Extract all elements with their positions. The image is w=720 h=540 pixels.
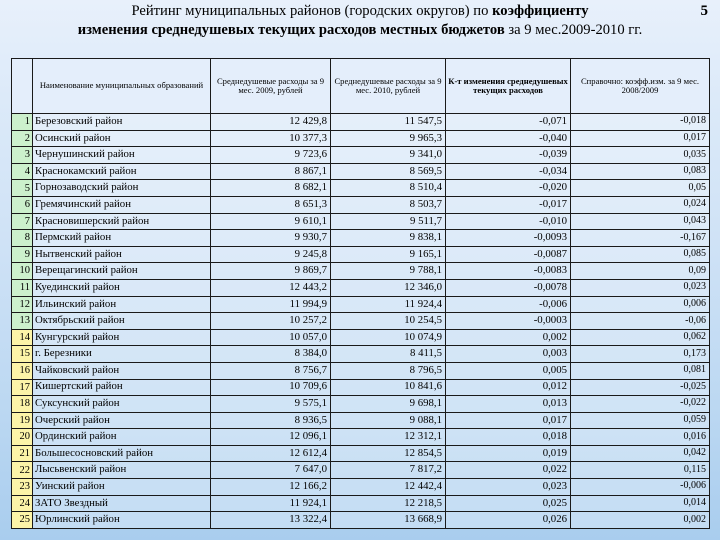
row-coefficient: 0,018 [446,429,571,446]
row-expenses-2010: 9 698,1 [331,396,446,413]
row-coefficient: -0,006 [446,296,571,313]
row-rank-number: 3 [12,147,33,164]
row-expenses-2009: 10 257,2 [211,313,331,330]
row-expenses-2010: 8 411,5 [331,346,446,363]
slide-title [0,2,720,40]
row-expenses-2010: 11 924,4 [331,296,446,313]
row-rank-number: 6 [12,196,33,213]
row-municipality-name: Чайковский район [33,362,211,379]
row-rank-number: 18 [12,396,33,413]
row-reference-coefficient: 0,081 [571,362,710,379]
table-row [12,445,710,462]
row-coefficient: 0,013 [446,396,571,413]
row-expenses-2009: 11 924,1 [211,495,331,512]
row-expenses-2010: 8 796,5 [331,362,446,379]
row-expenses-2010: 8 569,5 [331,163,446,180]
row-rank-number: 16 [12,362,33,379]
row-expenses-2010: 8 510,4 [331,180,446,197]
row-expenses-2009: 10 377,3 [211,130,331,147]
row-expenses-2009: 13 322,4 [211,512,331,529]
title-line-2-bold: изменения среднедушевых текущих расходов местных бюджетов [77,22,505,38]
row-coefficient: -0,0078 [446,279,571,296]
row-rank-number: 19 [12,412,33,429]
row-municipality-name: Юрлинский район [33,512,211,529]
row-expenses-2010: 9 965,3 [331,130,446,147]
row-coefficient: 0,019 [446,445,571,462]
row-municipality-name: Очерский район [33,412,211,429]
row-coefficient: -0,0003 [446,313,571,330]
column-header-expenses-2009: Среднедушевые расходы за 9 мес. 2009, рублей [211,59,331,114]
table-row [12,462,710,479]
row-expenses-2009: 10 709,6 [211,379,331,396]
row-municipality-name: Лысьвенский район [33,462,211,479]
row-expenses-2009: 9 575,1 [211,396,331,413]
title-line-1-normal: Рейтинг муниципальных районов (городских округов) по [131,3,493,19]
row-municipality-name: Горнозаводский район [33,180,211,197]
row-expenses-2010: 10 841,6 [331,379,446,396]
row-reference-coefficient: 0,115 [571,462,710,479]
table-row [12,429,710,446]
column-header-rank [12,59,33,114]
row-reference-coefficient: 0,023 [571,279,710,296]
table-row [12,147,710,164]
row-coefficient: -0,017 [446,196,571,213]
row-rank-number: 20 [12,429,33,446]
row-municipality-name: Березовский район [33,114,211,131]
row-rank-number: 21 [12,445,33,462]
row-rank-number: 22 [12,462,33,479]
row-municipality-name: Кишертский район [33,379,211,396]
title-line-1-bold: коэффициенту [492,3,589,19]
table-row [12,296,710,313]
row-expenses-2010: 13 668,9 [331,512,446,529]
row-rank-number: 24 [12,495,33,512]
row-reference-coefficient: 0,083 [571,163,710,180]
row-reference-coefficient: 0,062 [571,329,710,346]
row-expenses-2010: 9 838,1 [331,230,446,247]
row-reference-coefficient: 0,173 [571,346,710,363]
row-expenses-2009: 8 384,0 [211,346,331,363]
row-municipality-name: Чернушинский район [33,147,211,164]
row-reference-coefficient: 0,05 [571,180,710,197]
table-row [12,114,710,131]
row-expenses-2010: 7 817,2 [331,462,446,479]
row-municipality-name: г. Березники [33,346,211,363]
row-expenses-2009: 11 994,9 [211,296,331,313]
table-row [12,246,710,263]
row-rank-number: 14 [12,329,33,346]
row-coefficient: 0,023 [446,479,571,496]
row-municipality-name: ЗАТО Звездный [33,495,211,512]
row-coefficient: -0,010 [446,213,571,230]
row-coefficient: -0,040 [446,130,571,147]
row-reference-coefficient: 0,016 [571,429,710,446]
table-row [12,495,710,512]
row-municipality-name: Большесосновский район [33,445,211,462]
row-rank-number: 25 [12,512,33,529]
row-municipality-name: Верещагинский район [33,263,211,280]
row-coefficient: -0,034 [446,163,571,180]
table-row [12,479,710,496]
row-rank-number: 5 [12,180,33,197]
row-coefficient: 0,017 [446,412,571,429]
row-expenses-2009: 9 723,6 [211,147,331,164]
table-row [12,130,710,147]
row-municipality-name: Ильинский район [33,296,211,313]
row-reference-coefficient: 0,085 [571,246,710,263]
row-expenses-2010: 12 346,0 [331,279,446,296]
ranking-table [11,58,710,529]
row-expenses-2009: 9 245,8 [211,246,331,263]
table-body [12,114,710,529]
row-reference-coefficient: 0,09 [571,263,710,280]
row-rank-number: 17 [12,379,33,396]
row-municipality-name: Пермский район [33,230,211,247]
row-expenses-2009: 12 166,2 [211,479,331,496]
row-coefficient: 0,025 [446,495,571,512]
column-header-municipality: Наименование муниципальных образований [33,59,211,114]
row-expenses-2010: 9 511,7 [331,213,446,230]
row-expenses-2009: 10 057,0 [211,329,331,346]
row-municipality-name: Куединский район [33,279,211,296]
column-header-expenses-2010: Среднедушевые расходы за 9 мес. 2010, рублей [331,59,446,114]
table-row [12,362,710,379]
row-reference-coefficient: 0,002 [571,512,710,529]
row-expenses-2010: 12 442,4 [331,479,446,496]
row-expenses-2010: 9 788,1 [331,263,446,280]
row-expenses-2009: 8 651,3 [211,196,331,213]
row-reference-coefficient: -0,022 [571,396,710,413]
row-expenses-2010: 8 503,7 [331,196,446,213]
row-coefficient: 0,012 [446,379,571,396]
row-expenses-2009: 8 867,1 [211,163,331,180]
row-coefficient: 0,003 [446,346,571,363]
row-coefficient: 0,022 [446,462,571,479]
row-reference-coefficient: 0,014 [571,495,710,512]
row-reference-coefficient: -0,025 [571,379,710,396]
row-expenses-2009: 9 610,1 [211,213,331,230]
row-municipality-name: Красновишерский район [33,213,211,230]
row-expenses-2009: 8 682,1 [211,180,331,197]
row-rank-number: 9 [12,246,33,263]
row-coefficient: -0,039 [446,147,571,164]
row-coefficient: 0,026 [446,512,571,529]
row-municipality-name: Краснокамский район [33,163,211,180]
row-expenses-2010: 12 218,5 [331,495,446,512]
row-reference-coefficient: 0,024 [571,196,710,213]
table-row [12,396,710,413]
row-reference-coefficient: -0,006 [571,479,710,496]
column-header-reference: Справочно: коэфф.изм. за 9 мес. 2008/2009 [571,59,710,114]
row-expenses-2009: 8 936,5 [211,412,331,429]
row-coefficient: 0,005 [446,362,571,379]
table-row [12,279,710,296]
title-line-2 [0,21,720,40]
row-municipality-name: Ординский район [33,429,211,446]
row-municipality-name: Уинский район [33,479,211,496]
table-row [12,379,710,396]
row-municipality-name: Гремячинский район [33,196,211,213]
row-expenses-2009: 12 443,2 [211,279,331,296]
row-expenses-2010: 11 547,5 [331,114,446,131]
row-reference-coefficient: -0,06 [571,313,710,330]
row-municipality-name: Суксунский район [33,396,211,413]
row-municipality-name: Октябрьский район [33,313,211,330]
column-header-coefficient: К-т изменения среднедушевых текущих расходов [446,59,571,114]
row-reference-coefficient: 0,006 [571,296,710,313]
row-rank-number: 2 [12,130,33,147]
row-coefficient: -0,0083 [446,263,571,280]
row-rank-number: 10 [12,263,33,280]
table-row [12,412,710,429]
ranking-table-container [11,58,709,529]
row-rank-number: 4 [12,163,33,180]
row-reference-coefficient: -0,018 [571,114,710,131]
row-coefficient: -0,0093 [446,230,571,247]
title-line-2-normal: за 9 мес.2009-2010 гг. [504,22,643,38]
header-row [12,59,710,114]
table-head [12,59,710,114]
row-municipality-name: Осинский район [33,130,211,147]
row-expenses-2010: 12 854,5 [331,445,446,462]
row-expenses-2009: 9 930,7 [211,230,331,247]
row-expenses-2009: 8 756,7 [211,362,331,379]
page-number: 5 [700,3,708,19]
row-expenses-2010: 10 254,5 [331,313,446,330]
row-coefficient: -0,0087 [446,246,571,263]
row-reference-coefficient: 0,035 [571,147,710,164]
row-rank-number: 23 [12,479,33,496]
row-rank-number: 7 [12,213,33,230]
row-expenses-2010: 9 088,1 [331,412,446,429]
row-rank-number: 15 [12,346,33,363]
row-expenses-2009: 12 429,8 [211,114,331,131]
row-expenses-2009: 12 612,4 [211,445,331,462]
row-municipality-name: Нытвенский район [33,246,211,263]
row-coefficient: -0,071 [446,114,571,131]
row-rank-number: 13 [12,313,33,330]
row-expenses-2010: 10 074,9 [331,329,446,346]
row-reference-coefficient: 0,059 [571,412,710,429]
title-line-1 [0,2,720,21]
row-rank-number: 1 [12,114,33,131]
row-expenses-2009: 7 647,0 [211,462,331,479]
table-row [12,313,710,330]
row-expenses-2010: 9 341,0 [331,147,446,164]
row-municipality-name: Кунгурский район [33,329,211,346]
table-row [12,329,710,346]
row-coefficient: -0,020 [446,180,571,197]
table-row [12,213,710,230]
table-row [12,196,710,213]
row-coefficient: 0,002 [446,329,571,346]
table-row [12,180,710,197]
row-rank-number: 11 [12,279,33,296]
row-rank-number: 12 [12,296,33,313]
row-expenses-2009: 9 869,7 [211,263,331,280]
row-rank-number: 8 [12,230,33,247]
row-reference-coefficient: 0,017 [571,130,710,147]
row-reference-coefficient: -0,167 [571,230,710,247]
row-expenses-2010: 12 312,1 [331,429,446,446]
row-expenses-2010: 9 165,1 [331,246,446,263]
table-row [12,263,710,280]
row-reference-coefficient: 0,043 [571,213,710,230]
table-row [12,512,710,529]
table-row [12,163,710,180]
table-row [12,346,710,363]
row-reference-coefficient: 0,042 [571,445,710,462]
table-row [12,230,710,247]
row-expenses-2009: 12 096,1 [211,429,331,446]
